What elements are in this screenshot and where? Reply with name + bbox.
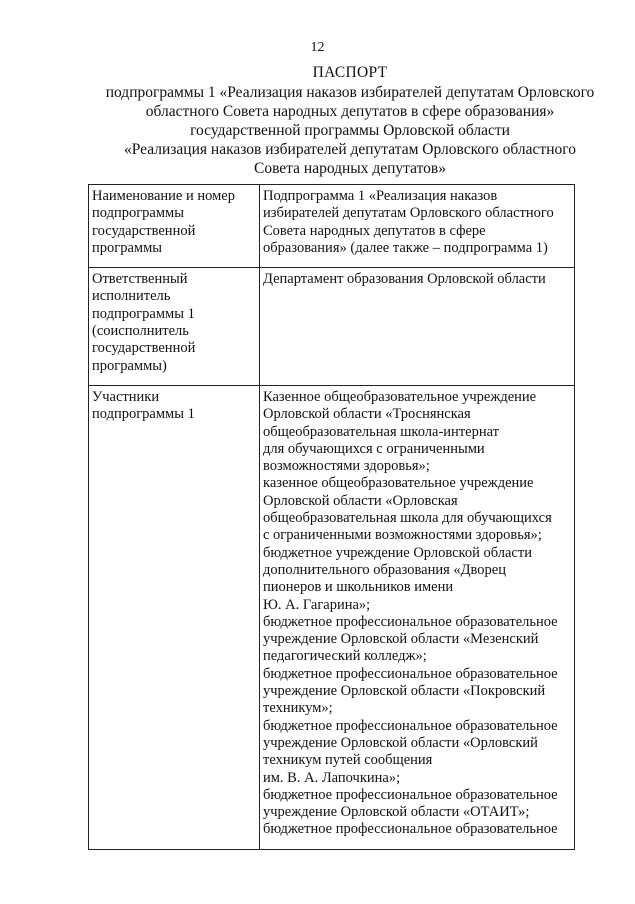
row-value-line: техникум»; — [263, 700, 333, 717]
row-value-line: общеобразовательная школа-интернат — [263, 423, 499, 440]
row-value-line: избирателей депутатам Орловского областного — [263, 205, 554, 222]
row-value-line: для обучающихся с ограниченными — [263, 440, 485, 457]
passport-table-body — [89, 185, 575, 850]
row-label-line: Участники — [92, 388, 160, 405]
row-value-line: учреждение Орловской области «Орловский — [263, 734, 538, 751]
row-value-line: Орловской области «Троснянская — [263, 406, 471, 423]
row-value-line: общеобразовательная школа для обучающихся — [263, 510, 552, 527]
row-value-cell — [260, 268, 575, 386]
row-label-line: Ответственный — [92, 271, 188, 288]
row-value-line: с ограниченными возможностями здоровья»; — [263, 527, 542, 544]
row-label-line: подпрограммы 1 — [92, 305, 195, 322]
row-label-line: государственной — [92, 222, 196, 239]
document-title: ПАСПОРТ — [312, 64, 388, 81]
row-label-line: подпрограммы 1 — [92, 406, 195, 423]
subtitle-line: Совета народных депутатов» — [253, 160, 446, 177]
row-value-line: пионеров и школьников имени — [263, 579, 454, 596]
subtitle-line: областного Совета народных депутатов в сфере образования» — [145, 103, 555, 120]
row-value-line: Орловской области «Орловская — [263, 492, 458, 509]
row-value-line: Департамент образования Орловской области — [263, 271, 546, 288]
table-row — [89, 185, 575, 268]
row-label-line: подпрограммы — [92, 205, 184, 222]
table-row — [89, 385, 575, 849]
row-label-line: программы — [92, 239, 162, 256]
row-value-line: бюджетное профессиональное образовательное — [263, 613, 558, 630]
subtitle-line: «Реализация наказов избирателей депутатам Орловского областного — [124, 141, 576, 158]
page-number: 12 — [310, 40, 325, 55]
row-label-line: исполнитель — [92, 288, 171, 305]
row-value-line: Ю. А. Гагарина»; — [263, 596, 371, 613]
row-value-line: возможностями здоровья»; — [263, 458, 430, 475]
row-value-line: бюджетное профессиональное образовательное — [263, 717, 558, 734]
subtitle-line: государственной программы Орловской области — [190, 122, 510, 139]
row-value-line: бюджетное учреждение Орловской области — [263, 544, 532, 561]
row-value-line: казенное общеобразовательное учреждение — [263, 475, 534, 492]
row-value-cell — [260, 185, 575, 268]
row-value-line: учреждение Орловской области «ОТАИТ»; — [263, 804, 530, 821]
row-value-cell — [260, 385, 575, 849]
row-value-line: им. В. А. Лапочкина»; — [263, 769, 401, 786]
row-label-line: Наименование и номер — [92, 188, 235, 204]
row-value-line: бюджетное профессиональное образовательное — [263, 665, 558, 682]
row-value-line: бюджетное профессиональное образовательное — [263, 786, 558, 803]
row-label-line: государственной — [92, 340, 196, 357]
row-label-line: (соисполнитель — [92, 323, 189, 340]
table-row — [89, 268, 575, 386]
row-value-line: дополнительного образования «Дворец — [263, 561, 506, 578]
row-value-line: образования» (далее также – подпрограмма 1) — [263, 239, 548, 256]
document-header — [60, 63, 635, 178]
row-label-cell — [89, 268, 260, 386]
row-value-line: Казенное общеобразовательное учреждение — [263, 388, 537, 405]
row-value-line: техникум путей сообщения — [263, 752, 433, 769]
row-value-line: педагогический колледж»; — [263, 648, 427, 665]
row-label-cell — [89, 385, 260, 849]
row-value-line: учреждение Орловской области «Мезенский — [263, 631, 539, 648]
row-value-line: Подпрограмма 1 «Реализация наказов — [263, 188, 498, 204]
row-value-line: учреждение Орловской области «Покровский — [263, 683, 546, 700]
row-label-cell — [89, 185, 260, 268]
row-value-line: бюджетное профессиональное образовательное — [263, 821, 558, 838]
row-label-line: программы) — [92, 357, 167, 374]
row-value-line: Совета народных депутатов в сфере — [263, 222, 486, 239]
subtitle-line: подпрограммы 1 «Реализация наказов избирателей депутатам Орловского — [105, 84, 595, 101]
passport-table — [88, 184, 575, 850]
